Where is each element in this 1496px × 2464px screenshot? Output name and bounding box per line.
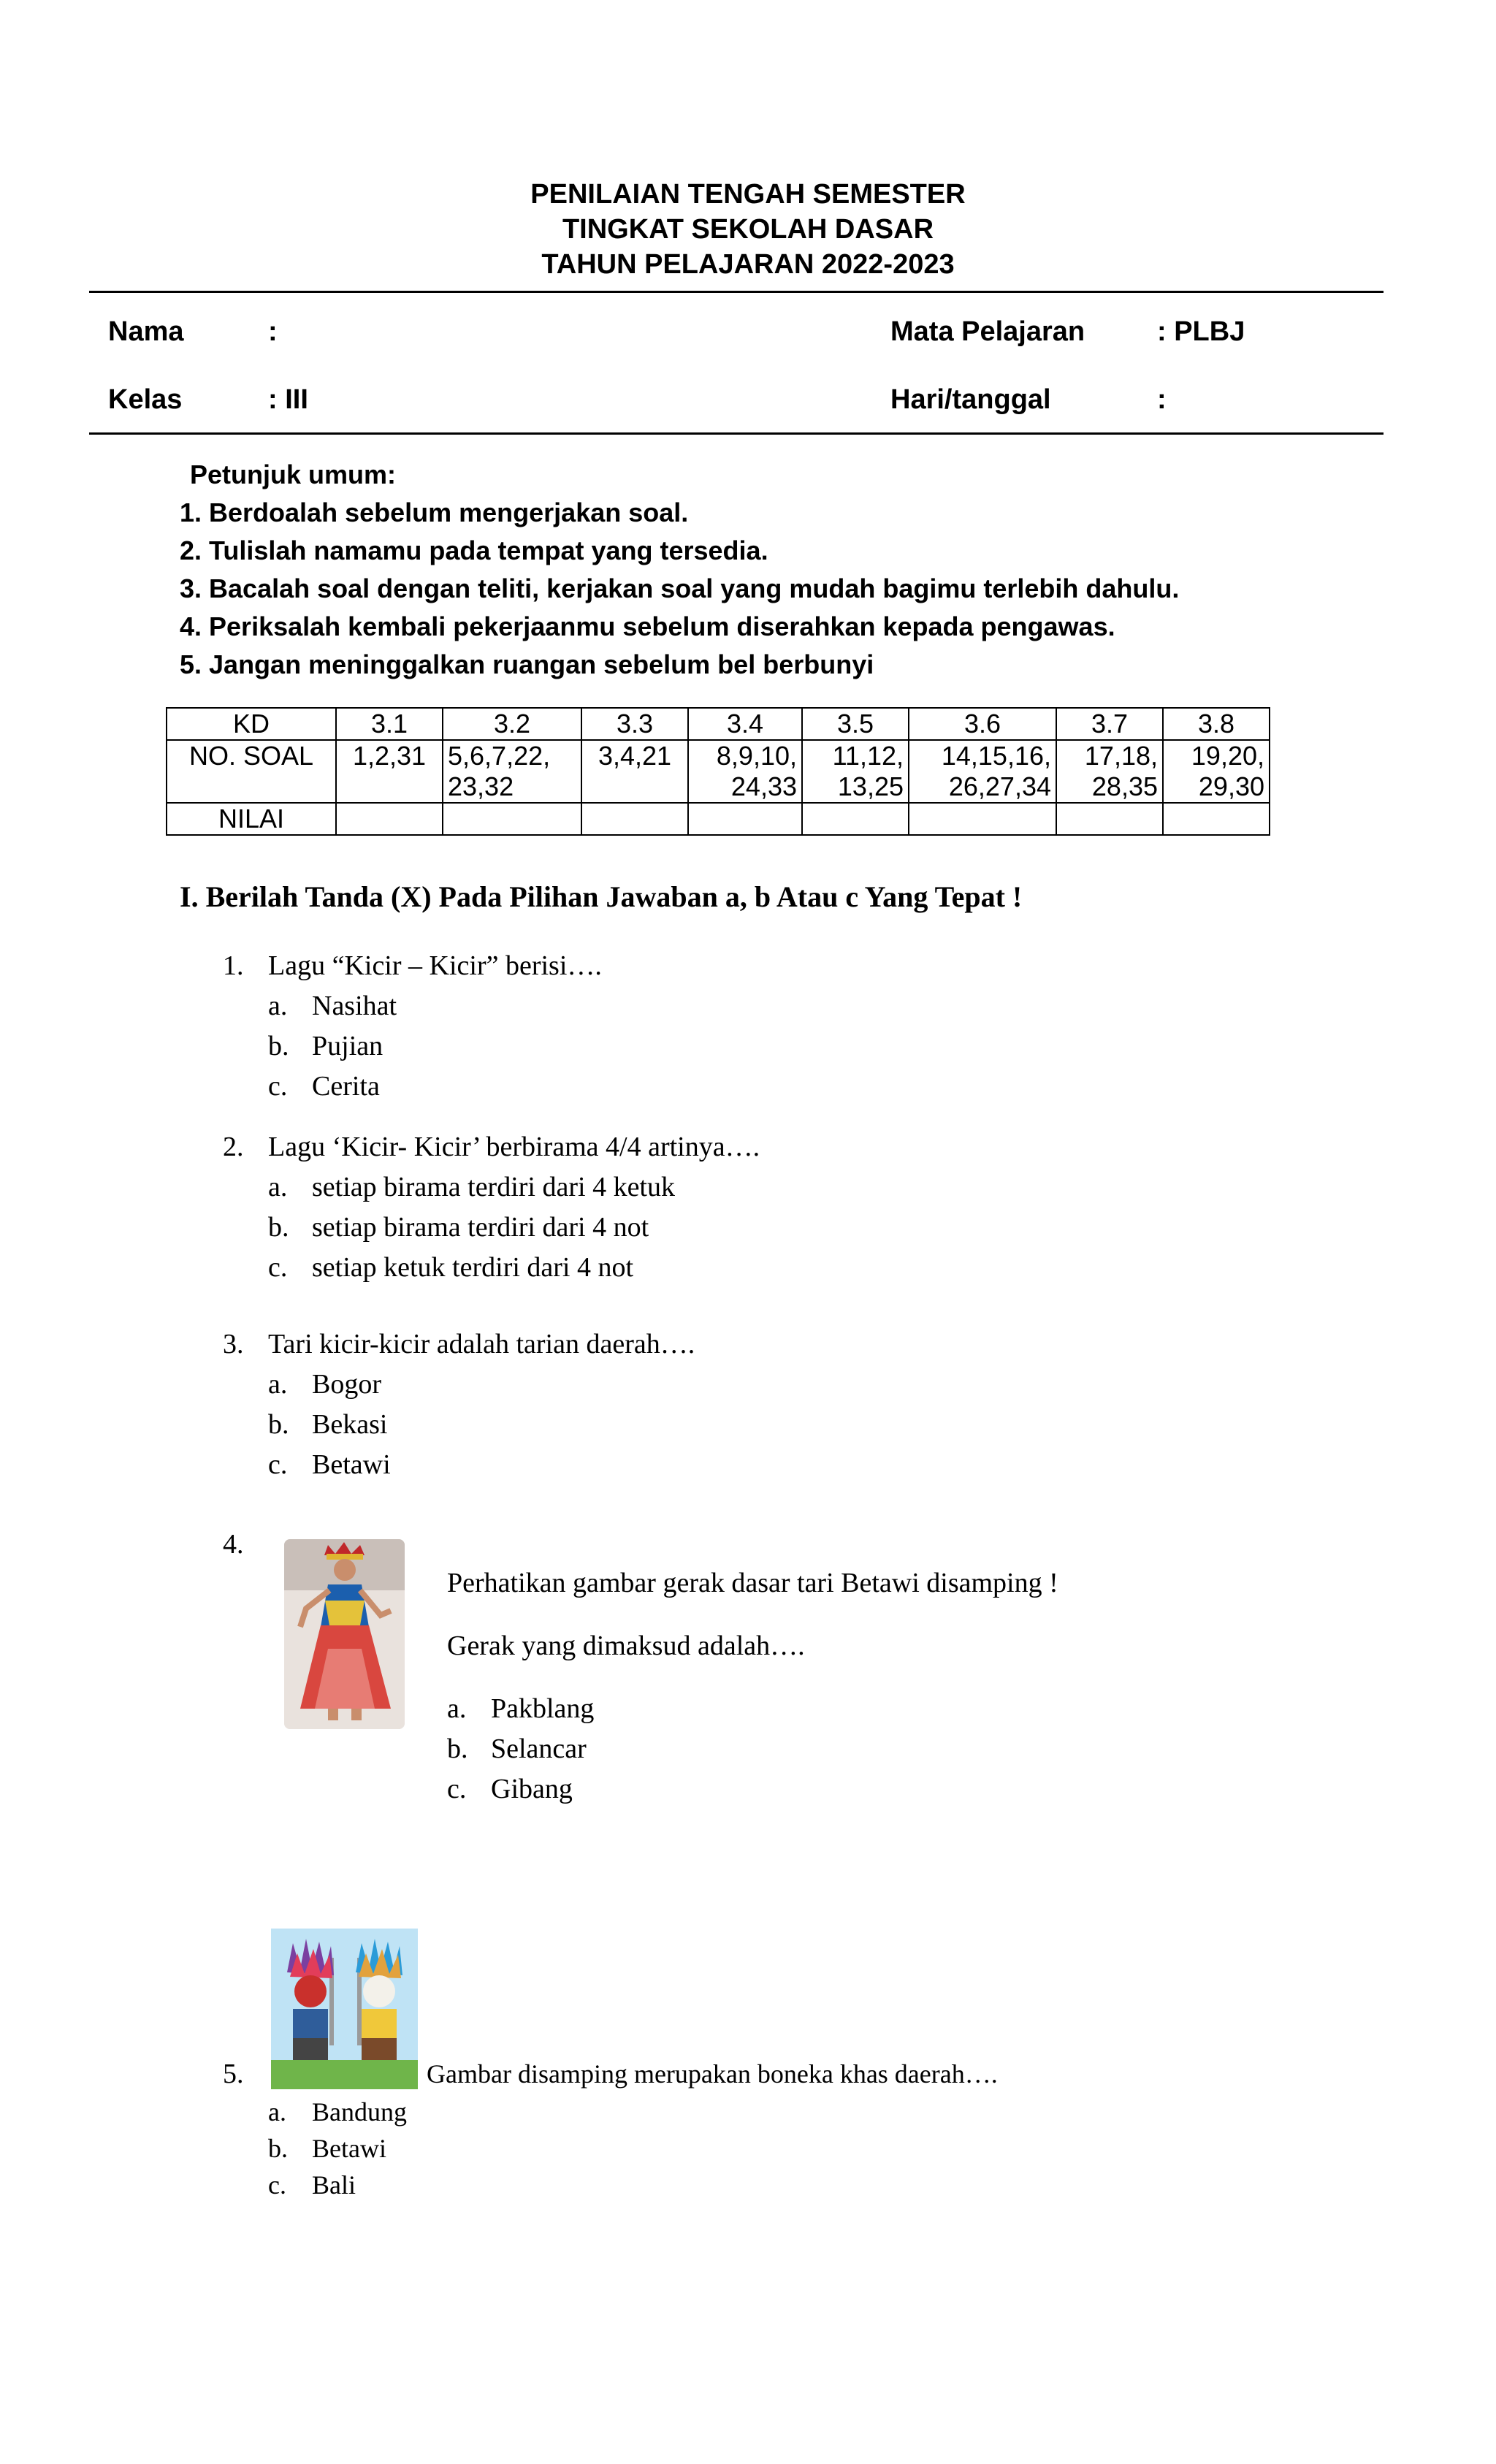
option-text: setiap birama terdiri dari 4 ketuk (312, 1172, 675, 1202)
option-letter: a. (268, 1172, 288, 1202)
option-text: Pujian (312, 1031, 383, 1061)
nama-value[interactable]: : (268, 316, 278, 347)
option-b[interactable] (268, 2130, 407, 2167)
question-number: 2. (223, 1132, 244, 1162)
nilai-cell[interactable] (336, 803, 443, 835)
kd-cell: 3.7 (1056, 708, 1163, 740)
nilai-cell[interactable] (443, 803, 581, 835)
nilai-cell[interactable] (581, 803, 688, 835)
kd-cell: 3.3 (581, 708, 688, 740)
question-4-options (447, 1689, 594, 1809)
kd-row-label: KD (167, 708, 336, 740)
question-number: 3. (223, 1329, 244, 1359)
instructions-title: Petunjuk umum: (190, 459, 397, 489)
question-stem: Gambar disamping merupakan boneka khas daerah…. (427, 2059, 998, 2089)
question-3-options (268, 1365, 391, 1485)
option-text: Gibang (491, 1774, 573, 1804)
kd-cell: 3.8 (1163, 708, 1270, 740)
kd-cell: 3.1 (336, 708, 443, 740)
hari-value[interactable]: : (1157, 384, 1167, 415)
nilai-cell[interactable] (1163, 803, 1270, 835)
soal-cell (443, 740, 581, 803)
option-text: Pakblang (491, 1693, 595, 1724)
nama-label: Nama (108, 316, 184, 347)
nilai-row (167, 803, 1270, 835)
kd-cell: 3.2 (443, 708, 581, 740)
header-divider-bottom (89, 432, 1384, 435)
option-text: Bogor (312, 1369, 381, 1400)
question-stem: Lagu ‘Kicir- Kicir’ berbirama 4/4 artinya…. (268, 1132, 760, 1162)
option-b[interactable] (447, 1729, 594, 1769)
kelas-value: : III (268, 384, 308, 415)
option-letter: a. (268, 1369, 288, 1400)
mapel-label: Mata Pelajaran (890, 316, 1085, 347)
kd-cell: 3.5 (802, 708, 909, 740)
kd-cell: 3.4 (688, 708, 802, 740)
header-divider-top (89, 291, 1384, 293)
mapel-value: : PLBJ (1157, 316, 1245, 347)
option-letter: c. (268, 1071, 288, 1102)
question-stem: Tari kicir-kicir adalah tarian daerah…. (268, 1329, 695, 1359)
option-letter: b. (447, 1733, 468, 1764)
option-text: Cerita (312, 1071, 380, 1102)
header-line-2: TINGKAT SEKOLAH DASAR (562, 214, 934, 245)
option-letter: b. (268, 2134, 288, 2163)
soal-line: 3,4,21 (598, 741, 672, 771)
soal-row (167, 740, 1270, 803)
kd-cell: 3.6 (909, 708, 1056, 740)
option-b[interactable] (268, 1026, 397, 1067)
soal-cell (336, 740, 443, 803)
soal-line: 14,15,16, (941, 741, 1051, 771)
dancer-illustration (284, 1539, 405, 1729)
question-stem: Lagu “Kicir – Kicir” berisi…. (268, 950, 602, 981)
soal-cell (688, 740, 802, 803)
option-c[interactable] (268, 1248, 675, 1288)
option-text: setiap birama terdiri dari 4 not (312, 1212, 649, 1243)
question-number: 1. (223, 950, 244, 981)
section-title: I. Berilah Tanda (X) Pada Pilihan Jawaban a, b Atau c Yang Tepat ! (180, 880, 1023, 913)
option-letter: a. (268, 2097, 286, 2127)
option-letter: c. (268, 1252, 288, 1283)
hari-label: Hari/tanggal (890, 384, 1051, 415)
option-a[interactable] (268, 1167, 675, 1208)
exam-header (0, 177, 1496, 282)
option-c[interactable] (447, 1769, 594, 1809)
question-number: 5. (223, 2059, 244, 2089)
question-number: 4. (223, 1529, 244, 1560)
kd-row (167, 708, 1270, 740)
soal-line: 26,27,34 (948, 771, 1051, 801)
soal-line: 5,6,7,22, (448, 741, 551, 771)
option-text: setiap ketuk terdiri dari 4 not (312, 1252, 634, 1283)
soal-line: 19,20, (1191, 741, 1264, 771)
instruction-item: 1. Berdoalah sebelum mengerjakan soal. (180, 497, 689, 527)
option-text: Betawi (312, 1449, 391, 1480)
option-a[interactable] (268, 2094, 407, 2130)
option-letter: a. (268, 991, 288, 1021)
nilai-row-label: NILAI (167, 803, 336, 835)
nilai-cell[interactable] (909, 803, 1056, 835)
option-text: Selancar (491, 1733, 587, 1764)
soal-line: 29,30 (1198, 771, 1264, 801)
header-line-3: TAHUN PELAJARAN 2022-2023 (541, 249, 955, 280)
option-text: Betawi (312, 2134, 386, 2163)
option-letter: b. (268, 1031, 289, 1061)
option-letter: b. (268, 1212, 289, 1243)
option-letter: b. (268, 1409, 289, 1440)
ondel-ondel-illustration (271, 1929, 418, 2089)
soal-line: 28,35 (1091, 771, 1158, 801)
question-1-options (268, 986, 397, 1107)
question-2-options (268, 1167, 675, 1288)
option-a[interactable] (268, 986, 397, 1026)
soal-line: 24,33 (730, 771, 797, 801)
instruction-item: 5. Jangan meninggalkan ruangan sebelum bel berbunyi (180, 649, 874, 679)
option-c[interactable] (268, 2167, 407, 2203)
dancer-image (284, 1539, 405, 1729)
soal-cell (802, 740, 909, 803)
instructions (180, 456, 1179, 684)
question-stem: Perhatikan gambar gerak dasar tari Betawi disamping ! (447, 1568, 1058, 1598)
option-b[interactable] (268, 1405, 391, 1445)
soal-line: 13,25 (837, 771, 904, 801)
instruction-item: 4. Periksalah kembali pekerjaanmu sebelum diserahkan kepada pengawas. (180, 611, 1115, 641)
soal-line: 23,32 (448, 771, 514, 801)
option-text: Nasihat (312, 991, 397, 1021)
option-c[interactable] (268, 1445, 391, 1485)
option-letter: c. (268, 2170, 286, 2200)
header-line-1: PENILAIAN TENGAH SEMESTER (530, 179, 966, 210)
option-text: Bekasi (312, 1409, 388, 1440)
option-letter: c. (447, 1774, 467, 1804)
soal-line: 17,18, (1084, 741, 1158, 771)
option-text: Bali (312, 2170, 356, 2200)
option-letter: c. (268, 1449, 288, 1480)
kd-table (166, 707, 1270, 836)
soal-line: 8,9,10, (716, 741, 797, 771)
soal-cell (581, 740, 688, 803)
instruction-item: 2. Tulislah namamu pada tempat yang tersedia. (180, 535, 768, 565)
question-stem-2: Gerak yang dimaksud adalah…. (447, 1630, 805, 1661)
nilai-cell[interactable] (802, 803, 909, 835)
soal-cell (909, 740, 1056, 803)
soal-row-label: NO. SOAL (167, 740, 336, 803)
nilai-cell[interactable] (1056, 803, 1163, 835)
soal-cell (1163, 740, 1270, 803)
nilai-cell[interactable] (688, 803, 802, 835)
option-letter: a. (447, 1693, 467, 1724)
instruction-item: 3. Bacalah soal dengan teliti, kerjakan soal yang mudah bagimu terlebih dahulu. (180, 573, 1180, 603)
ondel-ondel-image (271, 1929, 418, 2089)
soal-line: 11,12, (832, 741, 904, 771)
question-5-options (268, 2094, 407, 2203)
kelas-label: Kelas (108, 384, 183, 415)
soal-line: 1,2,31 (352, 741, 427, 771)
option-text: Bandung (312, 2097, 407, 2127)
option-b[interactable] (268, 1208, 675, 1248)
option-a[interactable] (268, 1365, 391, 1405)
option-c[interactable] (268, 1067, 397, 1107)
option-a[interactable] (447, 1689, 594, 1729)
soal-cell (1056, 740, 1163, 803)
